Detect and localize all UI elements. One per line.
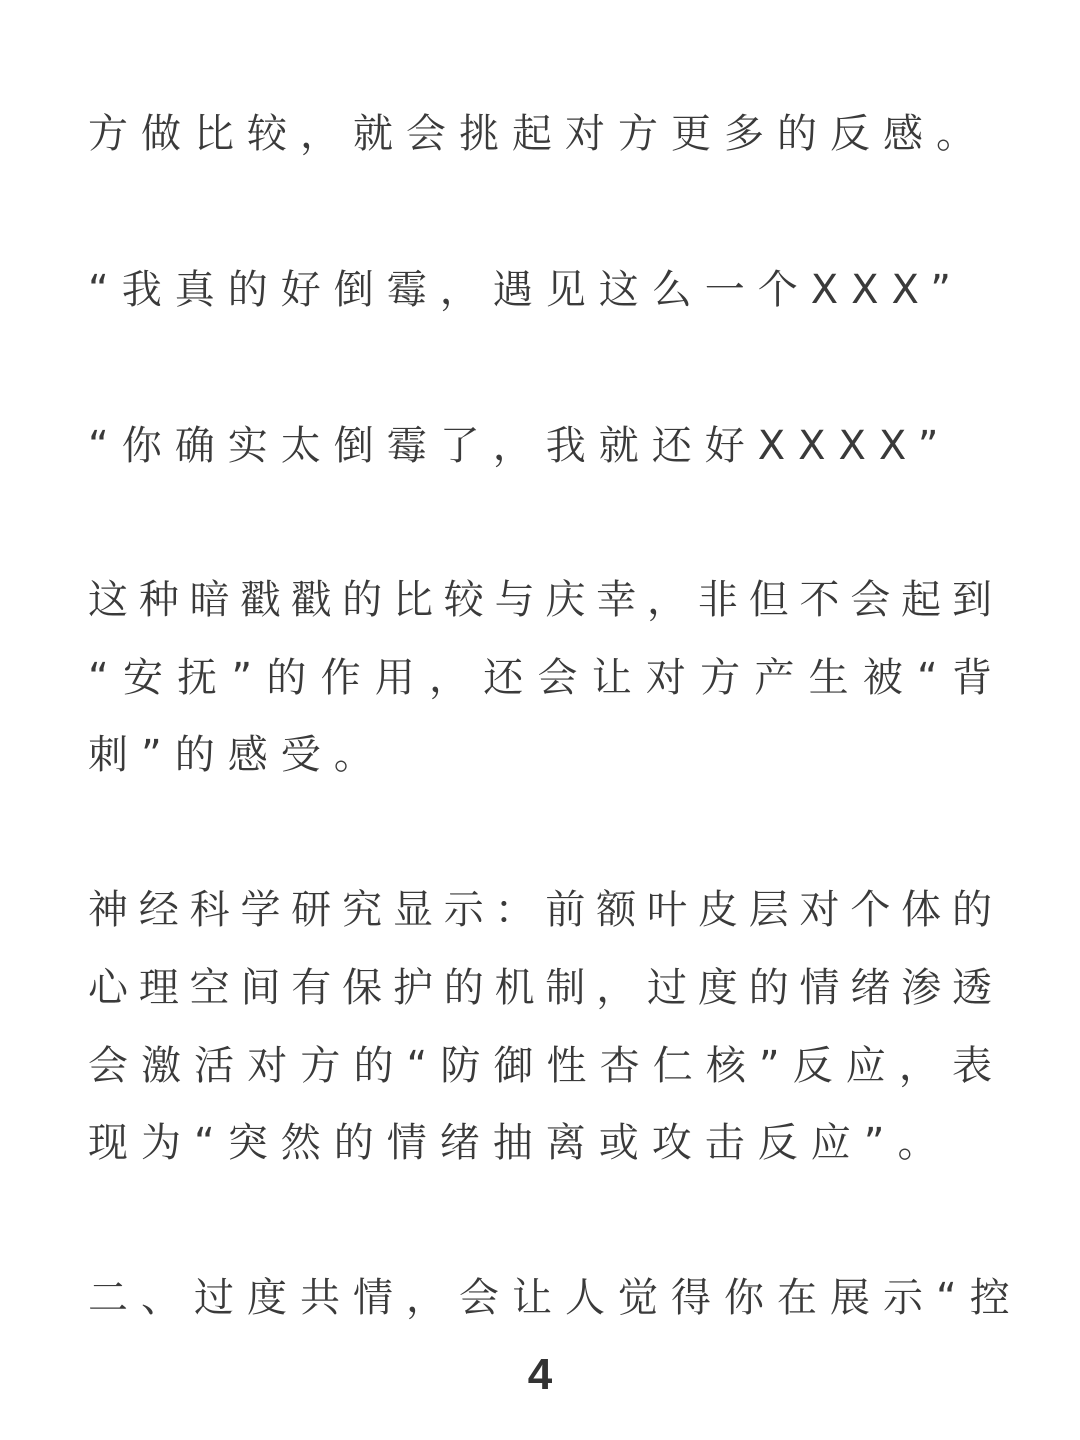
text-line: 方做比较，就会挑起对方更多的反感。 — [88, 111, 989, 157]
text-line: “安抚”的作用，还会让对方产生被“背 — [88, 655, 992, 701]
text-line: 心理空间有保护的机制，过度的情绪渗透 — [88, 965, 992, 1011]
text-line: 神经科学研究显示：前额叶皮层对个体的 — [88, 887, 992, 933]
quote-line: “你确实太倒霉了，我就还好XXXX” — [88, 423, 952, 469]
text-line: 现为“突然的情绪抽离或攻击反应”。 — [88, 1120, 951, 1166]
quote-line: “我真的好倒霉，遇见这么一个XXX” — [88, 267, 965, 313]
text-line: 这种暗戳戳的比较与庆幸，非但不会起到 — [88, 577, 992, 623]
text-line: 刺”的感受。 — [88, 732, 387, 778]
text-line: 会激活对方的“防御性杏仁核”反应，表 — [88, 1043, 992, 1089]
section-heading: 二、过度共情，会让人觉得你在展示“控 — [88, 1275, 1023, 1321]
page-number: 4 — [527, 1350, 553, 1399]
